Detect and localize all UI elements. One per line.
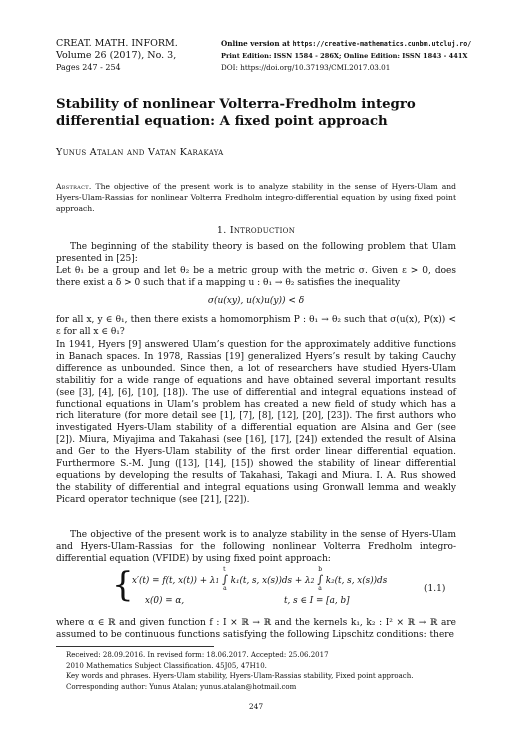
- abstract: [56, 181, 456, 214]
- abstract-text: The objective of the present work is to analyze stability in the sense of Hyers-Ulam and Hyers-Ulam-Rassias for nonlinear Volterra Fredholm integro-differential equation by using fixed point approach.: [56, 182, 456, 213]
- equation-line-2-rhs: t, s ∈ I = [a, b]: [284, 596, 350, 606]
- equation-line-2-lhs: x(0) = α,: [145, 596, 185, 606]
- keywords: Key words and phrases. Hyers-Ulam stability, Hyers-Ulam-Rassias stability, Fixed point approach.: [66, 672, 414, 680]
- intro-paragraph-6: where α ∈ ℝ and given function f : I × ℝ → ℝ and the kernels k₁, k₂ : I² × ℝ → ℝ are assumed to be continuous functions satisfying the following Lipschitz conditions: there: [56, 618, 456, 640]
- issn-line: Print Edition: ISSN 1584 - 286X; Online Edition: ISSN 1843 - 441X: [221, 51, 468, 60]
- online-line: Online version at https://creative-mathematics.cunbm.utcluj.ro/: [221, 39, 472, 48]
- corresponding-author: Corresponding author: Yunus Atalan; yunus.atalan@hotmail.com: [66, 682, 297, 691]
- publication-info: [221, 38, 491, 74]
- equation-line-1: x′(t) = f(t, x(t)) + λ1 ∫ t a k₁(t, s, x(s))ds + λ2 ∫ b a k₂(t, s, x(s))ds: [132, 566, 388, 592]
- equation-number: (1.1): [424, 584, 446, 594]
- intro-paragraph-1: The beginning of the stability theory is based on the following problem that Ulam presented in [25]:: [56, 242, 456, 264]
- abstract-label: Abstract.: [56, 182, 92, 191]
- footnotes: [56, 650, 456, 692]
- volume-line: Volume 26 (2017), No. 3,: [56, 50, 177, 61]
- page-number: 247: [248, 702, 264, 711]
- msc-classification: 2010 Mathematics Subject Classification. 45J05, 47H10.: [66, 661, 267, 670]
- left-brace: {: [112, 565, 134, 605]
- footnote-rule: [56, 646, 214, 647]
- integral-sign: ∫ b a: [317, 566, 323, 592]
- equation-1-1: [56, 566, 456, 612]
- online-url[interactable]: https://creative-mathematics.cunbm.utcluj.ro/: [292, 40, 472, 48]
- intro-paragraph-3: for all x, y ∈ θ₁, then there exists a homomorphism P : θ₁ → θ₂ such that σ(u(x), P(x)) < ε for all x ∈ θ₁?: [56, 315, 456, 337]
- paper-title: Stability of nonlinear Volterra-Fredholm integro differential equation: A fixed point approach: [56, 97, 416, 129]
- received-dates: Received: 28.09.2016. In revised form: 18.06.2017. Accepted: 25.06.2017: [66, 651, 329, 659]
- intro-paragraph-2: Let θ₁ be a group and let θ₂ be a metric group with the metric σ. Given ε > 0, does there exist a δ > 0 such that if a mapping u : θ₁ → θ₂ satisfies the inequality: [56, 266, 456, 288]
- authors: Yunus Atalan and Vatan Karakaya: [56, 147, 224, 158]
- doi-line[interactable]: DOI: https://doi.org/10.37193/CMI.2017.03.01: [221, 63, 391, 72]
- intro-paragraph-5: The objective of the present work is to analyze stability in the sense of Hyers-Ulam and Hyers-Ulam-Rassias for the following nonlinear Volterra Fredholm integro-differential equation (VFIDE) by using fixed point approach:: [56, 530, 456, 564]
- integral-sign: ∫ t a: [222, 566, 228, 592]
- ulam-inequality: σ(u(xy), u(x)u(y)) < δ: [207, 296, 305, 306]
- intro-paragraph-4: In 1941, Hyers [9] answered Ulam’s question for the approximately additive functions in Banach spaces. In 1978, Rassias [19] generalized Hyers’s result by taking Cauchy difference as unbounded. Since then, a lot of researchers have studied Hyers-Ulam stabilitiy for a wide range of equations and have obtained several important results (see [3], [4], [6], [10], [18]). The use of differential and integral equations instead of functional equations in Ulam’s problem has created a new field of study which has a rich literature (for more detail see [1], [7], [8], [12], [20], [23]). The first authors who investigated Hyers-Ulam stability of a differential equation are Alsina and Ger (see [2]). Miura, Miyajima and Takahasi (see [16], [17], [24]) extended the result of Alsina and Ger to the Hyers-Ulam stability of the first order linear differential equation. Furthermore S.-M. Jung ([13], [14], [15]) showed the stability of linear differential equations by developing the results of Takahasi, Takagi and Miura. I. A. Rus showed the stability of differential and integral equations using Gronwall lemma and weakly Picard operator technique (see [21], [22]).: [56, 340, 456, 505]
- journal-name: CREAT. MATH. INFORM.: [56, 38, 178, 49]
- pages-line: Pages 247 - 254: [56, 63, 121, 72]
- journal-header: [56, 38, 226, 74]
- section-heading: 1. Introduction: [216, 225, 296, 236]
